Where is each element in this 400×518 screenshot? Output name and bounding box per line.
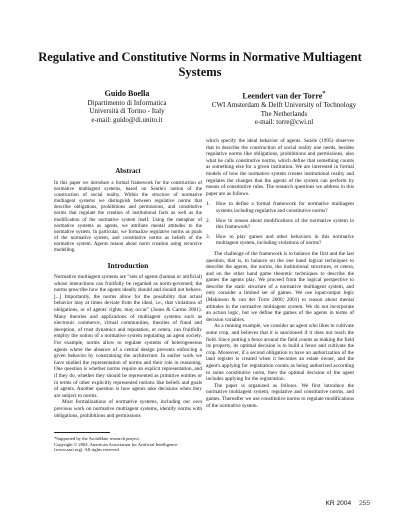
footnote-funding: *Supported by the ArchiMate research project. xyxy=(54,436,140,441)
list-number: 3. xyxy=(206,233,210,240)
author-name-line xyxy=(196,90,372,101)
venue-label: KR 2004 xyxy=(325,500,352,507)
author-block-2 xyxy=(196,90,372,127)
list-number: 1. xyxy=(206,201,210,208)
list-number: 2. xyxy=(206,217,210,224)
left-column xyxy=(54,148,202,419)
list-item xyxy=(206,218,354,231)
author-email: e-mail: torre@cwi.nl xyxy=(254,118,314,127)
list-item xyxy=(206,234,354,247)
page-number: 255 xyxy=(358,500,370,507)
right-column xyxy=(206,138,354,409)
page-footer xyxy=(319,500,370,507)
intro-paragraph: Normative multiagent systems are "sets of agents (human or artificial) whose interactions can fruitfully be regarded as norm-governed; the norms prescribe how the agents ideally should and should not behave. [...] Importantly, the norms allow for the possibility that actual behavior may at times deviate from the ideal, i.e., that violations of obligations, or of agents' rights, may occur" (Jones & Carmo 2001). Many theories and applications of multiagent systems such as electronic commerce, virtual communities, theories of fraud and deception, of trust dynamics and reputation, et cetera, can fruitfully employ the notion of a normative system regulating an agent society. For example, norms allow to regulate systems of heterogeneous agents where the absence of a central design prevents enforcing a given behavior by constraining the architecture. In earlier work we have studied the representation of norms and their role in reasoning. One question is whether norms require an explicit representation, and if they do, whether they should be represented as primitive entities or in terms of other explicitly represented notions like beliefs and goals of agents. Another question is how agents take decisions when they are subject to norms. xyxy=(54,274,202,399)
list-text: How to reason about modifications of the normative system in this framework? xyxy=(216,217,354,231)
list-text: How to define a formal framework for normative multiagent systems including regulative and constitutive norms? xyxy=(216,201,354,214)
abstract-heading: Abstract xyxy=(115,168,141,175)
abstract-text: In this paper we introduce a formal framework for the construction of normative multiagent systems, based on Searle's notion of the construction of social reality. Within the structure of normative multiagent systems we distinguish between regulative norms that describe obligations, prohibitions and permissions, and constitutive norms that regulate the creation of institutional facts as well as the modification of the normative system itself. Using the metaphor of normative systems as agents, we attribute mental attitudes to the normative system. In particular, we formalize regulative norms as goals of the normative system, and constitutive norms as beliefs of the normative system. Agents reason about norm creation using recursive modelling. xyxy=(54,180,202,254)
research-questions-list xyxy=(206,201,354,247)
author-block-1 xyxy=(62,90,192,124)
author-name: Guido Boella xyxy=(104,89,150,98)
author-affiliation: Dipartimento di Informatica xyxy=(87,98,167,107)
author-footnote-mark: * xyxy=(322,90,326,97)
body-paragraph: which specify the ideal behavior of agents. Searle (1995) observes that to describe the construction of social reality one needs, besides regulative norms like obligations, prohibitions and permissions, also what he calls constitutive norms, which define that something counts as something else for a given institution. We are interested in formal models of how the normative system creates institutional reality and regulates the changes that the agents of the system can perform by means of constitutive rules. The research questions we address in this paper are as follows. xyxy=(206,138,354,197)
footnote-divider xyxy=(54,432,110,433)
author-email: e-mail: guido@di.unito.it xyxy=(91,115,163,124)
footnote-copyright: Copyright © 2004, American Association for Artificial Intelligence (www.aaai.org). All rights reserved. xyxy=(54,441,178,453)
author-affiliation: Università di Torino - Italy xyxy=(89,107,165,116)
section-heading-introduction: Introduction xyxy=(107,261,149,271)
footnotes xyxy=(54,432,202,453)
author-name: Leendert van der Torre xyxy=(242,91,323,101)
body-paragraph: The challenge of the framework is to balance the first and the last question, that is, to balance on the one hand logical techniques to describe the agents, the norms, the institutional structures, et cetera, and on the other hand game theoretic techniques to describe the games the agents play. We proceed from the logical perspective to describe the static structure of a normative multiagent system, and only consider a limited set of games. We use input/output logic (Makinson & van der Torre 2000; 2001) to reason about mental attitudes in the normative multiagent system. We do not incorporate an action logic, but we define the games of the agents in terms of decision variables. xyxy=(206,250,354,323)
list-item xyxy=(206,201,354,214)
list-text: How to play games and other behaviors in this normative multiagent system, including violations of norms? xyxy=(216,233,354,247)
body-paragraph: As a running example, we consider an agent who likes to cultivate some crop, and believes that it is sanctioned if it does not reach the field. Since putting a fence around the field counts as making the field its property, its optimal decision is to build a fence and cultivate the crop. Moreover, if a second obligation to have an authorization of the land register is created when it becomes an estate owner, and the agent's applying for registration counts as being authorized according to some constitutive norm, then the optimal decision of the agent includes applying for the registration. xyxy=(206,323,354,383)
body-paragraph: The paper is organized as follows. We first introduce the normative multiagent system, regulative and constitutive norms, and games. Thereafter we use constitutive norms to regulate modifications of the normative system. xyxy=(206,382,354,409)
author-affiliation: The Netherlands xyxy=(260,109,308,118)
intro-paragraph: Most formalizations of normative systems, including our own previous work on normative multiagent systems, identify norms with obligations, prohibitions and permissions xyxy=(54,399,202,419)
paper-title: Regulative and Constitutive Norms in Normative Multiagent Systems xyxy=(38,50,362,79)
author-affiliation: CWI Amsterdam & Delft University of Technology xyxy=(211,101,357,110)
